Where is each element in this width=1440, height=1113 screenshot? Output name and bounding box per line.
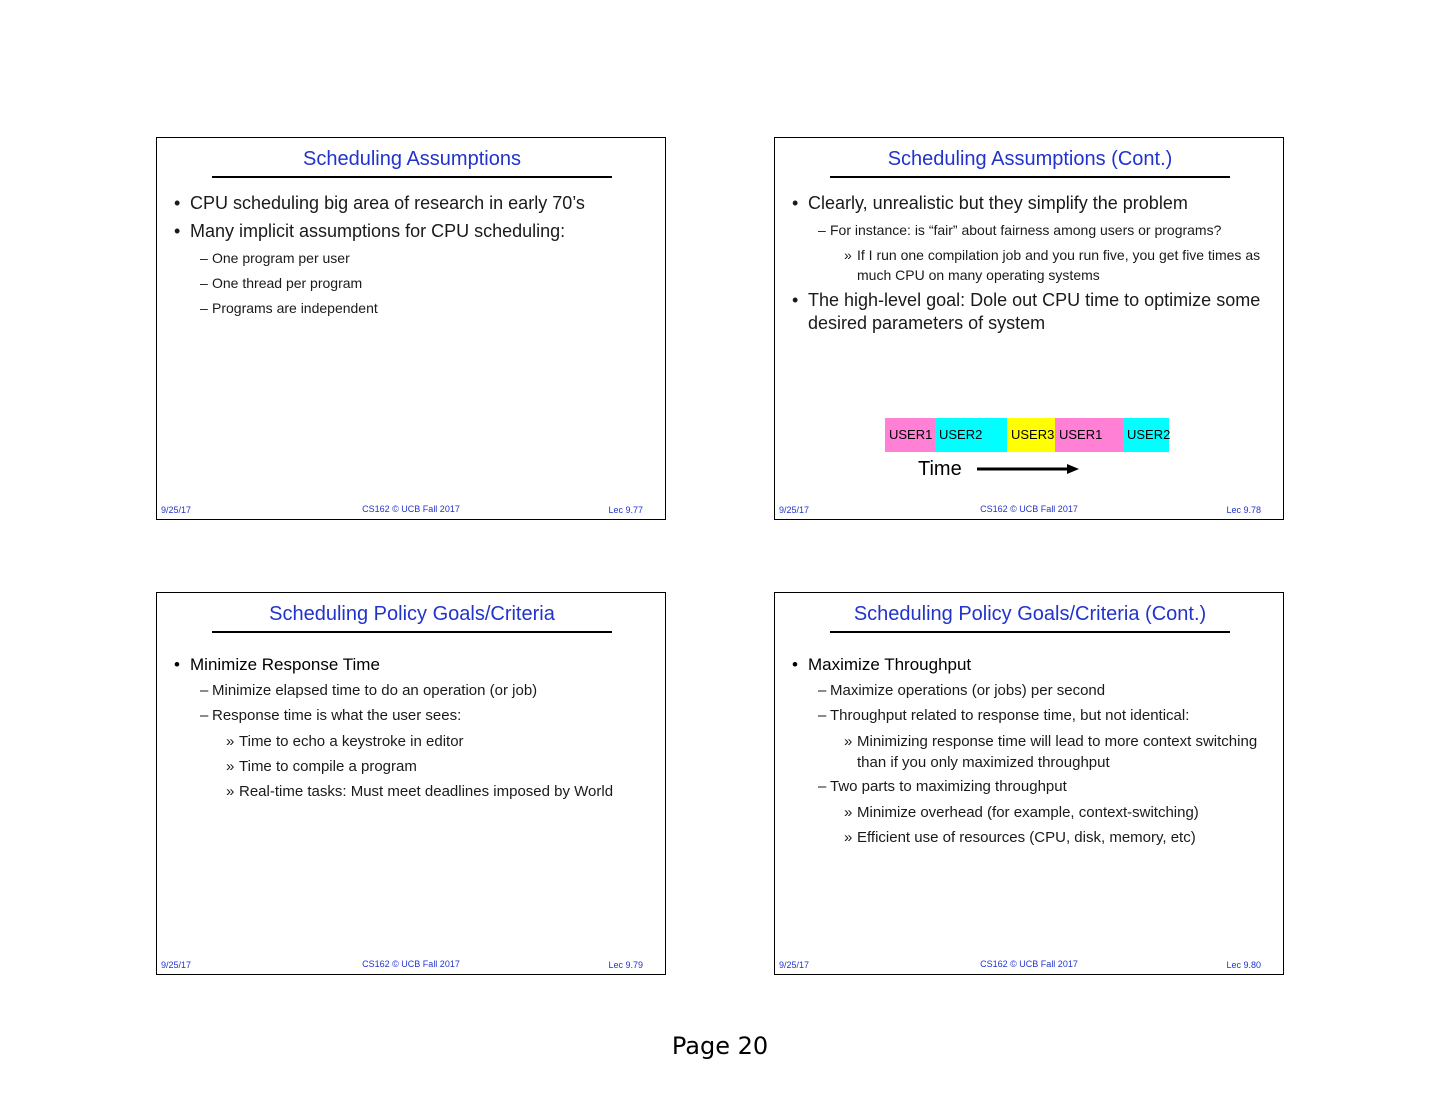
dash-marker: – — [818, 707, 827, 724]
bullet-text: Clearly, unrealistic but they simplify the problem — [808, 193, 1188, 213]
bullet-marker: • — [792, 655, 798, 674]
sub-sub-bullet — [844, 802, 1271, 823]
sub-sub-bullet-text: Minimize overhead (for example, context-switching) — [857, 804, 1199, 821]
footer-date: 9/25/17 — [161, 505, 192, 515]
bullet-text: CPU scheduling big area of research in early 70’s — [190, 193, 585, 213]
chevron-marker: » — [226, 783, 235, 800]
sub-sub-bullet — [226, 781, 653, 802]
bullet — [792, 653, 1271, 676]
timeline-block-user1: USER1 — [885, 418, 935, 452]
bullet-marker: • — [174, 655, 180, 674]
sub-bullet-text: For instance: is “fair” about fairness among users or programs? — [830, 222, 1222, 238]
slide-content — [174, 653, 653, 806]
slide-title: Scheduling Policy Goals/Criteria (Cont.) — [853, 603, 1207, 625]
dash-marker: – — [200, 682, 209, 699]
bullet — [792, 192, 1271, 215]
bullet — [792, 289, 1271, 335]
page-number: Page 20 — [671, 1032, 769, 1060]
footer-lecture-number: Lec 9.77 — [608, 505, 643, 515]
sub-bullet-text: One program per user — [212, 250, 350, 266]
timeline-block-user1: USER1 — [1055, 418, 1123, 452]
bullet-text: Many implicit assumptions for CPU scheduling: — [190, 221, 566, 241]
sub-bullet — [200, 681, 653, 701]
sub-sub-bullet-text: Efficient use of resources (CPU, disk, memory, etc) — [857, 829, 1196, 846]
slide-scheduling-policy-goals-cont — [774, 592, 1284, 975]
slide-title: Scheduling Assumptions (Cont.) — [887, 148, 1173, 170]
sub-sub-bullet-text: Time to compile a program — [239, 758, 417, 775]
timeline-block-user3: USER3 — [1007, 418, 1055, 452]
bullet-marker: • — [174, 221, 181, 241]
bullet-marker: • — [792, 290, 799, 310]
title-underline — [212, 176, 612, 178]
arrow-right-icon — [977, 461, 1079, 477]
sub-bullet-text: Minimize elapsed time to do an operation (or job) — [212, 682, 538, 699]
footer-course: CS162 © UCB Fall 2017 — [362, 504, 460, 514]
title-underline — [212, 631, 612, 633]
bullet — [174, 220, 653, 243]
dash-marker: – — [200, 275, 208, 291]
sub-bullet — [818, 681, 1271, 701]
title-underline — [830, 631, 1230, 633]
slide-title: Scheduling Policy Goals/Criteria — [269, 603, 555, 625]
bullet — [174, 192, 653, 215]
bullet-text: Minimize Response Time — [190, 655, 380, 674]
sub-sub-bullet-text: If I run one compilation job and you run five, you get five times as much CPU on many operating systems — [857, 247, 1261, 283]
slide-title: Scheduling Assumptions — [303, 148, 521, 170]
dash-marker: – — [818, 778, 827, 795]
footer-course: CS162 © UCB Fall 2017 — [980, 959, 1078, 969]
sub-bullet — [200, 248, 653, 268]
slide-scheduling-policy-goals — [156, 592, 666, 975]
chevron-marker: » — [844, 804, 853, 821]
time-axis-label: Time — [918, 458, 962, 480]
sub-bullet-text: Throughput related to response time, but not identical: — [830, 707, 1190, 724]
sub-sub-bullet — [844, 245, 1271, 285]
bullet-marker: • — [174, 193, 181, 213]
sub-sub-bullet — [844, 827, 1271, 848]
bullet-text: Maximize Throughput — [808, 655, 972, 674]
footer-lecture-number: Lec 9.79 — [608, 960, 643, 970]
sub-sub-bullet — [226, 756, 653, 777]
sub-bullet-text: Response time is what the user sees: — [212, 707, 462, 724]
footer-date: 9/25/17 — [779, 505, 810, 515]
footer-course: CS162 © UCB Fall 2017 — [980, 504, 1078, 514]
timeline-block-user2: USER2 — [1123, 418, 1169, 452]
bullet-text: The high-level goal: Dole out CPU time to optimize some desired parameters of system — [808, 290, 1261, 333]
dash-marker: – — [200, 300, 208, 316]
chevron-marker: » — [844, 733, 853, 750]
sub-bullet-text: One thread per program — [212, 275, 363, 291]
footer-lecture-number: Lec 9.80 — [1226, 960, 1261, 970]
sub-bullet-text: Programs are independent — [212, 300, 378, 316]
title-underline — [830, 176, 1230, 178]
sub-sub-bullet — [844, 731, 1271, 773]
footer-date: 9/25/17 — [161, 960, 192, 970]
slide-scheduling-assumptions — [156, 137, 666, 520]
chevron-marker: » — [226, 758, 235, 775]
sub-sub-bullet — [226, 731, 653, 752]
slide-scheduling-assumptions-cont — [774, 137, 1284, 520]
sub-sub-bullet-text: Minimizing response time will lead to more context switching than if you only maximized throughput — [857, 733, 1258, 771]
sub-bullet — [200, 706, 653, 726]
cpu-timeline — [885, 418, 1169, 452]
sub-bullet — [200, 273, 653, 293]
chevron-marker: » — [844, 829, 853, 846]
bullet-marker: • — [792, 193, 799, 213]
dash-marker: – — [200, 707, 209, 724]
sub-bullet — [200, 298, 653, 318]
slide-content — [174, 192, 653, 323]
sub-bullet-text: Two parts to maximizing throughput — [830, 778, 1067, 795]
footer-date: 9/25/17 — [779, 960, 810, 970]
dash-marker: – — [818, 222, 826, 238]
sub-bullet-text: Maximize operations (or jobs) per second — [830, 682, 1106, 699]
chevron-marker: » — [226, 733, 235, 750]
sub-sub-bullet-text: Time to echo a keystroke in editor — [239, 733, 464, 750]
sub-sub-bullet-text: Real-time tasks: Must meet deadlines imposed by World — [239, 783, 614, 800]
sub-bullet — [818, 220, 1271, 240]
sub-bullet — [818, 777, 1271, 797]
footer-lecture-number: Lec 9.78 — [1226, 505, 1261, 515]
chevron-marker: » — [844, 247, 852, 263]
timeline-block-user2: USER2 — [935, 418, 1007, 452]
dash-marker: – — [200, 250, 208, 266]
sub-bullet — [818, 706, 1271, 726]
slide-content — [792, 653, 1271, 852]
footer-course: CS162 © UCB Fall 2017 — [362, 959, 460, 969]
bullet — [174, 653, 653, 676]
slide-content — [792, 192, 1271, 340]
dash-marker: – — [818, 682, 827, 699]
